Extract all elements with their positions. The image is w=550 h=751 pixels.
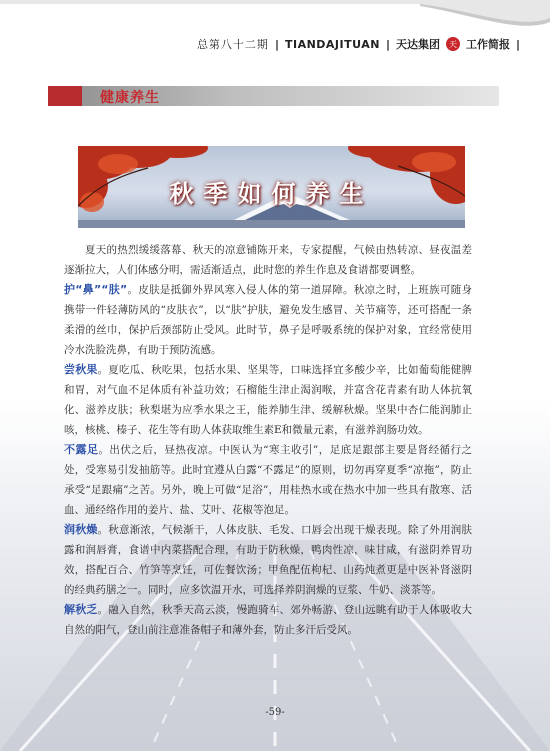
- article-intro: 夏天的热烈缓缓落幕、秋天的凉意铺陈开来，专家提醒，气候由热转凉、昼夜温差逐渐拉大，人们体感分明，需适渐适点，此时您的养生作息及食谱都要调整。: [64, 244, 472, 276]
- section-keyword: 护“鼻”“肤”: [64, 283, 128, 296]
- section-header-bar: [48, 86, 499, 106]
- section-keyword: 不露足: [64, 443, 99, 456]
- report-title: 工作简报: [465, 38, 510, 51]
- section-keyword: 润秋燥: [64, 523, 98, 536]
- page-header: [0, 33, 520, 55]
- page-number: -59-: [265, 707, 285, 718]
- section-text: 。出伏之后，昼热夜凉。中医认为“寒主收引”，足底足跟部主要是肾经循行之处，受寒易引发抽筋等。此时宜遵从白露“不露足”的原则，切勿再穿夏季“凉拖”，防止承受“足跟痛”之苦。另外，晚上可做“足浴”，用桂热水或在热水中加一些具有散寒、活血、通经络作用的姜片、盐、艾叶、花椒等泡足。: [64, 444, 473, 516]
- section-title: 健康养生: [100, 90, 160, 106]
- article-body: [64, 240, 472, 640]
- brand-chinese: 天达集团: [395, 38, 440, 51]
- article-section-nose-skin: [64, 280, 472, 360]
- header-separator: |: [385, 37, 390, 51]
- section-text: 。秋意渐浓，气候渐干，人体皮肤、毛发、口唇会出现干燥表现。除了外用润肤露和润唇膏，食谱中内菜搭配合理，有助于防秋燥，鸭肉性凉，味甘咸，有滋阴养胃功效，搭配百合、竹笋等烹饪，可佐餐饮汤；甲鱼配伍枸杞、山药炖煮更是中医补肾滋阴的经典药膳之一。同时，应多饮温开水，可选择养阴润燥的豆浆、牛奶、淡茶等。: [64, 524, 472, 596]
- section-text: 。融入自然，秋季天高云淡，慢跑骑车、郊外畅游、登山远眺有助于人体吸收大自然的阳气，登山前注意准备帽子和薄外套，防止多汗后受风。: [64, 604, 472, 636]
- article-section-dryness: [64, 520, 472, 600]
- header-separator: |: [274, 37, 279, 51]
- section-text: 。皮肤是抵御外界风寒入侵人体的第一道屏障。秋凉之时，上班族可随身携带一件轻薄防风的“皮肤衣”，以“肤”护肤，避免发生感冒、关节痛等，还可搭配一条柔滑的丝巾，保护后颈部防止受风。此时节，鼻子是呼吸系统的保护对象，宜经常使用冷水洗脸洗鼻，有助于预防流感。: [64, 284, 472, 356]
- company-logo-icon: 天: [446, 37, 460, 51]
- section-text: 。夏吃瓜、秋吃果，包括水果、坚果等，口味选择宜多酸少辛，比如葡萄能健脾和胃，对气血不足体质有补益功效；石榴能生津止渴润喉，并富含花青素有助人体抗氧化、滋养皮肤；秋梨堪为应季水果之王，能养肺生津、缓解秋燥。坚果中杏仁能润肺止咳，核桃、榛子、花生等有助人体获取维生素E和微量元素，有滋养润肠功效。: [64, 364, 472, 436]
- issue-number: 总第八十二期: [196, 38, 269, 51]
- section-keyword: 解秋乏: [64, 603, 98, 616]
- section-accent-block: [48, 86, 82, 106]
- article-section-fatigue: [64, 600, 472, 640]
- article-section-fruit: [64, 360, 472, 440]
- banner-title: 秋季如何养生: [169, 180, 374, 208]
- brand-english: TIANDAJITUAN: [284, 37, 380, 51]
- article-section-feet: [64, 440, 472, 520]
- header-separator: |: [515, 37, 520, 51]
- autumn-banner-image: [78, 146, 465, 228]
- section-keyword: 尝秋果: [64, 363, 98, 376]
